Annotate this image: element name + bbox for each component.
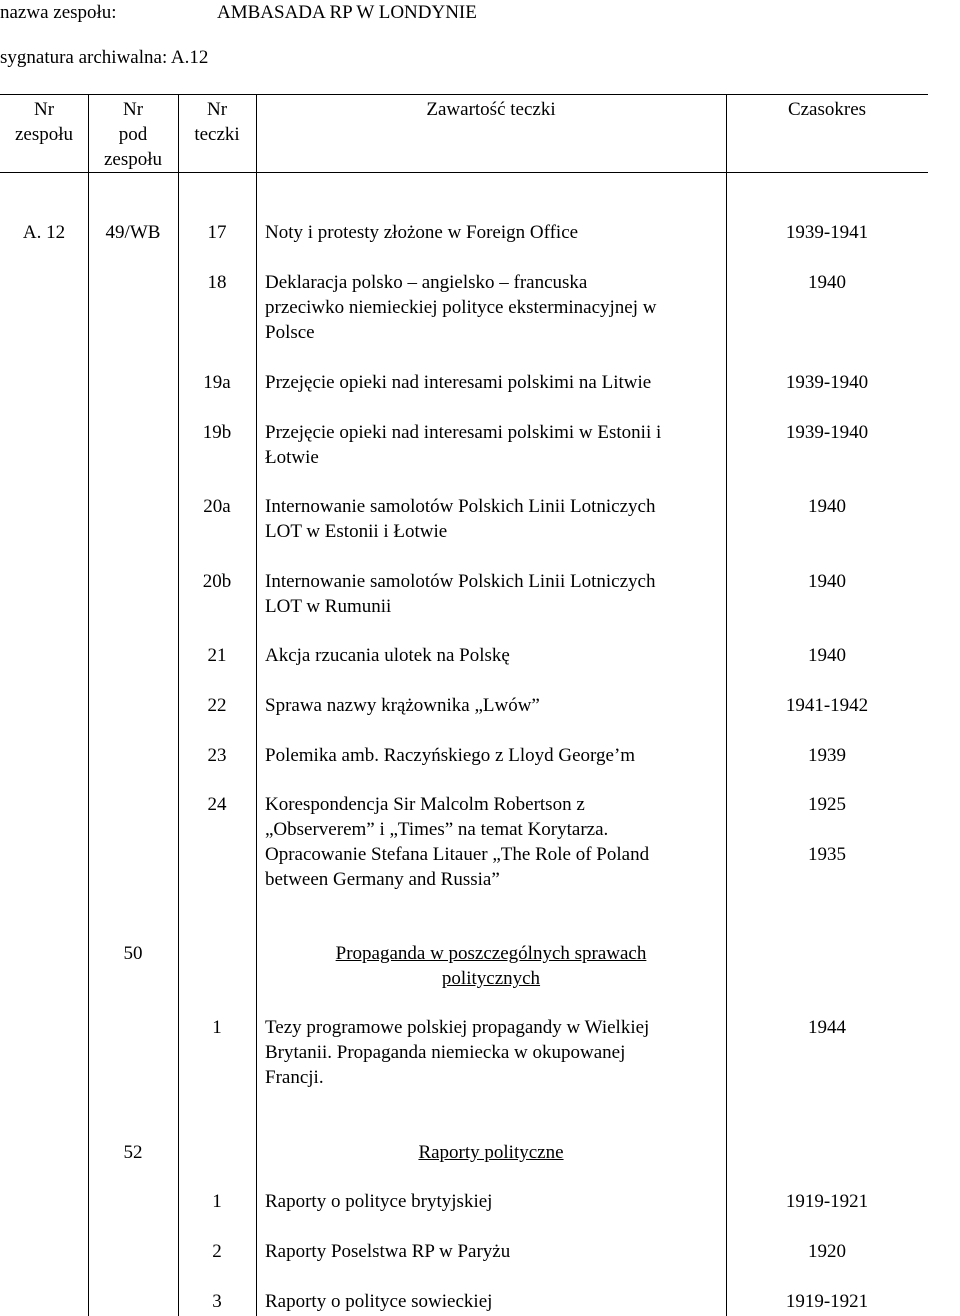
description-line: Korespondencja Sir Malcolm Robertson z [265, 794, 585, 815]
description-line: Brytanii. Propaganda niemiecka w okupowanej [265, 1042, 626, 1063]
date-line: 1941-1942 [785, 695, 869, 716]
description-line: between Germany and Russia” [265, 869, 500, 890]
file-number-cell: 2 [212, 1241, 222, 1262]
date-line: 1920 [808, 1241, 846, 1262]
file-number-cell: 19b [202, 422, 232, 443]
subfonds-number-cell: 52 [123, 1142, 143, 1163]
column-divider-3 [256, 95, 257, 1316]
file-number-cell: 3 [212, 1291, 222, 1312]
date-line: 1940 [808, 272, 846, 293]
date-range-cell [727, 1015, 927, 1040]
file-number-cell: 22 [207, 695, 227, 716]
file-description-cell [256, 941, 726, 991]
date-range-cell [727, 1239, 927, 1264]
date-range-cell [727, 792, 927, 867]
file-number-cell: 20a [203, 496, 231, 517]
description-line: Propaganda w poszczególnych sprawach [335, 943, 647, 964]
date-line: 1919-1921 [785, 1291, 869, 1312]
signature-row [0, 45, 960, 70]
col-header-pod-line: Nr [122, 99, 144, 120]
date-line: 1935 [808, 844, 846, 865]
date-line: 1939-1940 [785, 422, 869, 443]
col-header-zespol [0, 97, 88, 147]
file-description-cell [265, 693, 720, 718]
file-description-cell [265, 220, 720, 245]
file-description-cell [265, 1015, 720, 1090]
description-line: politycznych [441, 968, 541, 989]
col-header-desc-line: Zawartość teczki [426, 99, 556, 120]
description-line: Polemika amb. Raczyńskiego z Lloyd George’m [265, 745, 636, 766]
date-range-cell [727, 220, 927, 245]
date-range-cell [727, 270, 927, 295]
file-description-cell [265, 1189, 720, 1214]
date-line: 1940 [808, 496, 846, 517]
file-number-cell: 18 [207, 272, 227, 293]
col-header-zespol-line: Nr [33, 99, 55, 120]
fonds-name-value: AMBASADA RP W LONDYNIE [217, 2, 477, 23]
col-header-zespol-line: zespołu [14, 124, 74, 145]
fonds-name-label: nazwa zespołu: [0, 2, 117, 23]
file-description-cell [256, 1140, 726, 1165]
file-number-cell: 20b [202, 571, 232, 592]
date-range-cell [727, 494, 927, 519]
description-line: Opracowanie Stefana Litauer „The Role of Poland [265, 844, 650, 865]
col-header-date [727, 97, 927, 122]
signature-label: sygnatura archiwalna: A.12 [0, 47, 209, 68]
file-number-cell: 17 [207, 222, 227, 243]
date-line: 1939-1941 [785, 222, 869, 243]
col-header-pod [88, 97, 178, 172]
date-line: 1940 [808, 645, 846, 666]
date-range-cell [727, 743, 927, 768]
description-line: Raporty o polityce brytyjskiej [265, 1191, 493, 1212]
header-bottom-border [0, 172, 928, 173]
description-line: Sprawa nazwy krążownika „Lwów” [265, 695, 540, 716]
date-line: 1939-1940 [785, 372, 869, 393]
file-number-cell: 1 [212, 1017, 222, 1038]
file-description-cell [265, 569, 720, 619]
file-description-cell [265, 1289, 720, 1314]
date-line: 1919-1921 [785, 1191, 869, 1212]
date-line: 1925 [808, 794, 846, 815]
date-range-cell [727, 693, 927, 718]
description-line: Internowanie samolotów Polskich Linii Lotniczych [265, 571, 656, 592]
file-description-cell [265, 743, 720, 768]
date-line [727, 817, 927, 842]
date-line: 1940 [808, 571, 846, 592]
table-top-border [0, 94, 928, 95]
col-header-teczka [178, 97, 256, 147]
description-line: „Observerem” i „Times” na temat Korytarza. [265, 819, 609, 840]
date-range-cell [727, 370, 927, 395]
description-line: Polsce [265, 322, 315, 343]
file-number-cell: 23 [207, 745, 227, 766]
file-description-cell [265, 1239, 720, 1264]
description-line: Akcja rzucania ulotek na Polskę [265, 645, 510, 666]
description-line: Noty i protesty złożone w Foreign Office [265, 222, 579, 243]
file-description-cell [265, 270, 720, 345]
date-line: 1939 [808, 745, 846, 766]
file-description-cell [265, 420, 720, 470]
file-description-cell [265, 643, 720, 668]
col-header-desc [256, 97, 726, 122]
date-range-cell [727, 420, 927, 445]
file-description-cell [265, 494, 720, 544]
file-number-cell: 24 [207, 794, 227, 815]
file-number-cell: 21 [207, 645, 227, 666]
description-line: Tezy programowe polskiej propagandy w Wielkiej [265, 1017, 650, 1038]
date-range-cell [727, 643, 927, 668]
file-number-cell: 19a [203, 372, 231, 393]
description-line: Deklaracja polsko – angielsko – francuska [265, 272, 588, 293]
description-line: Przejęcie opieki nad interesami polskimi w Estonii i [265, 422, 662, 443]
description-line: Francji. [265, 1067, 324, 1088]
description-line: LOT w Estonii i Łotwie [265, 521, 448, 542]
col-header-teczka-line: teczki [194, 124, 240, 145]
description-line: Raporty o polityce sowieckiej [265, 1291, 493, 1312]
date-range-cell [727, 569, 927, 594]
description-line: Internowanie samolotów Polskich Linii Lotniczych [265, 496, 656, 517]
col-header-pod-line: pod [118, 124, 148, 145]
fonds-number-cell: A. 12 [22, 222, 66, 243]
fonds-name-row [0, 0, 960, 25]
col-header-pod-line: zespołu [103, 149, 163, 170]
description-line: przeciwko niemieckiej polityce eksterminacyjnej w [265, 297, 657, 318]
file-number-cell: 1 [212, 1191, 222, 1212]
column-divider-1 [88, 95, 89, 1316]
subfonds-number-cell: 49/WB [105, 222, 161, 243]
file-description-cell [265, 370, 720, 395]
description-line: Raporty polityczne [418, 1142, 564, 1163]
description-line: Łotwie [265, 447, 319, 468]
date-line: 1944 [808, 1017, 846, 1038]
description-line: Raporty Poselstwa RP w Paryżu [265, 1241, 511, 1262]
date-range-cell [727, 1289, 927, 1314]
col-header-teczka-line: Nr [206, 99, 228, 120]
col-header-date-line: Czasokres [787, 99, 867, 120]
date-range-cell [727, 1189, 927, 1214]
file-description-cell [265, 792, 720, 892]
subfonds-number-cell: 50 [123, 943, 143, 964]
description-line: Przejęcie opieki nad interesami polskimi na Litwie [265, 372, 652, 393]
description-line: LOT w Rumunii [265, 596, 392, 617]
